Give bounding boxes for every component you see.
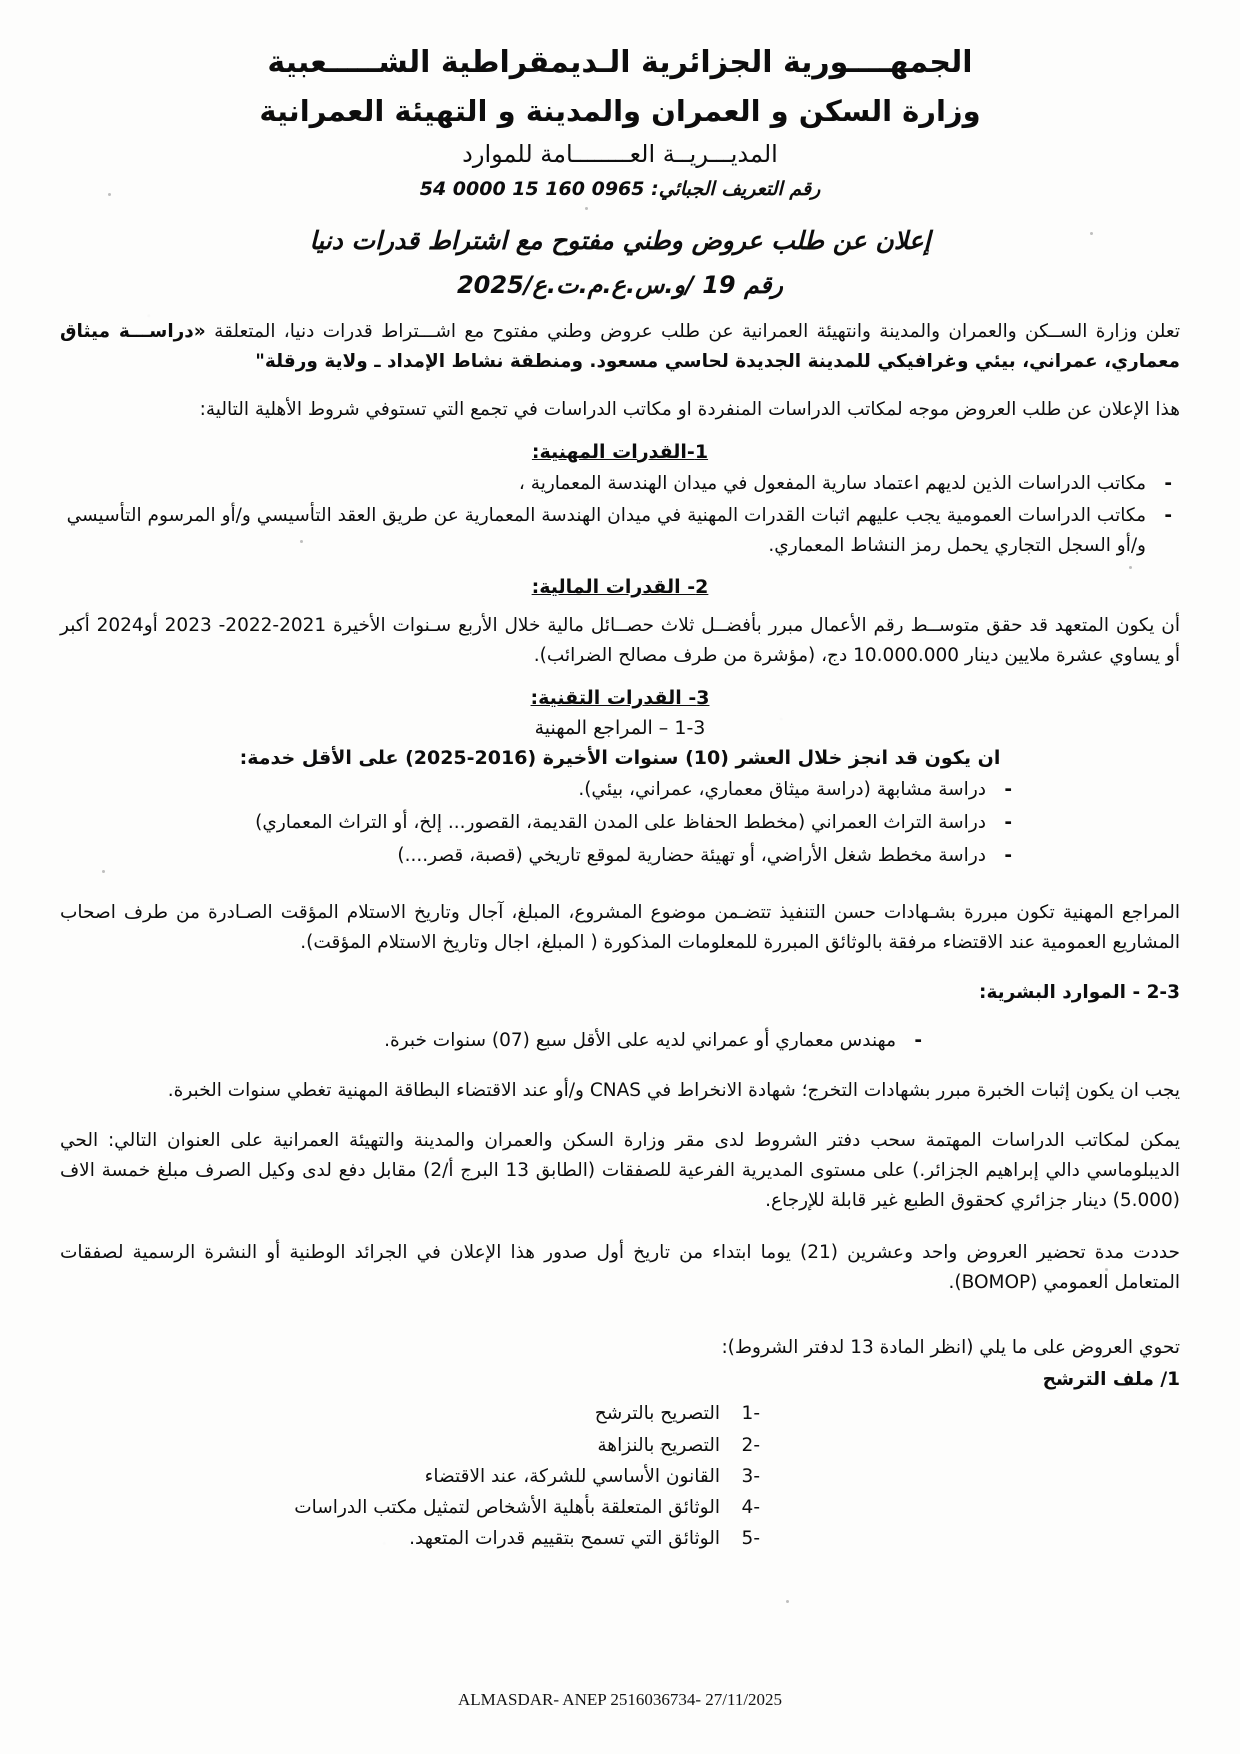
list-item-label: الوثائق المتعلقة بأهلية الأشخاص لتمثيل مكتب الدراسات (294, 1497, 720, 1519)
reference-study-list (60, 775, 1180, 870)
intro-paragraph-plain: تعلن وزارة الســكن والعمران والمدينة وانتهيئة العمرانية عن طلب عروض وطني مفتوح مع اشـــتراط قدرات دنيا، المتعلقة (205, 320, 1180, 342)
section-heading-professional: 1-القدرات المهنية: (531, 440, 709, 463)
candidacy-file-heading: 1/ ملف الترشح (1042, 1369, 1180, 1391)
list-item (60, 1493, 760, 1522)
announcement-number: رقم 19 /و.س.ع.م.ت.ع/2025 (456, 270, 784, 299)
human-resources-list (60, 1026, 1180, 1056)
list-item-index: 5- (741, 1528, 760, 1550)
experience-proof-note: يجب ان يكون إثبات الخبرة مبرر بشهادات التخرج؛ شهادة الانخراط في CNAS و/أو عند الاقتضاء البطاقة المهنية تغطي سنوات الخبرة. (167, 1079, 1180, 1101)
list-item: - مهندس معماري أو عمراني لديه على الأقل سبع (07) سنوات خبرة. (60, 1026, 930, 1056)
page-footer: ALMASDAR- ANEP 2516036734- 27/11/2025 (457, 1690, 783, 1709)
candidacy-file-items (60, 1399, 1180, 1553)
subsection-heading-human-resources: 2-3 - الموارد البشرية: (979, 982, 1180, 1004)
intro-paragraph (60, 317, 1180, 377)
announcement-title: إعلان عن طلب عروض وطني مفتوح مع اشتراط قدرات دنيا (309, 225, 931, 255)
list-item-label: الوثائق التي تسمح بتقييم قدرات المتعهد. (409, 1528, 720, 1550)
offer-contents-lead: تحوي العروض على ما يلي (انظر المادة 13 لدفتر الشروط): (721, 1337, 1180, 1359)
list-item-index: 1- (741, 1403, 760, 1425)
list-item-label: القانون الأساسي للشركة، عند الاقتضاء (424, 1465, 720, 1487)
list-item (60, 1431, 760, 1460)
ministry-heading: وزارة السكن و العمران والمدينة و التهيئة العمرانية (259, 93, 981, 128)
list-item: - مكاتب الدراسات العمومية يجب عليهم اثبات القدرات المهنية في ميدان الهندسة المعمارية عن طريق العقد التأسيسي و/أو المرسوم التأسيسي و/أو السجل التجاري يحمل رمز النشاط المعماري. (60, 501, 1180, 560)
professional-capacity-list (60, 469, 1180, 561)
list-item-index: 2- (741, 1434, 760, 1456)
list-item-index: 3- (741, 1465, 760, 1487)
section-heading-financial: 2- القدرات المالية: (531, 576, 709, 599)
references-lead-text: ان يكون قد انجز خلال العشر (10) سنوات الأخيرة (2016-2025) على الأقل خدمة: (239, 747, 1001, 770)
list-item (60, 1399, 760, 1428)
list-item: - دراسة مشابهة (دراسة ميثاق معماري، عمراني، بيئي). (60, 775, 1020, 805)
list-item: - مكاتب الدراسات الذين لديهم اعتماد سارية المفعول في ميدان الهندسة المعمارية ، (60, 469, 1180, 499)
financial-capacity-body: أن يكون المتعهد قد حقق متوســط رقم الأعمال مبرر بأفضــل ثلاث حصــائل مالية خلال الأربع سـنوات الأخيرة 2021-2022- 2023 أو2024 أكبر أو يساوي عشرة ملايين دينار 10.000.000 دج، (مؤشرة من طرف مصالح الضرائب). (60, 615, 1180, 667)
list-item (60, 1462, 760, 1491)
references-note: المراجع المهنية تكون مبررة بشـهادات حسن التنفيذ تتضـمن موضوع المشروع، المبلغ، آجال وتاريخ الاستلام المؤقت الصـادرة من طرف اصحاب المشاريع العمومية عند الاقتضاء مرفقة بالوثائق المبررة للمعلومات المذكورة ( المبلغ، اجال وتاريخ الاستلام المؤقت). (60, 902, 1180, 954)
tax-id-label: رقم التعريف الجبائي: (651, 177, 821, 200)
list-item-label: التصريح بالنزاهة (597, 1434, 720, 1456)
scope-paragraph: هذا الإعلان عن طلب العروض موجه لمكاتب الدراسات المنفردة او مكاتب الدراسات في تجمع التي تستوفي شروط الأهلية التالية: (199, 398, 1180, 420)
directorate-heading: المديـــريــة العــــــــامة للموارد (462, 139, 778, 168)
specifications-withdrawal-paragraph: يمكن لمكاتب الدراسات المهتمة سحب دفتر الشروط لدى مقر وزارة السكن والعمران والمدينة والتهيئة العمرانية على العنوان التالي: الحي الديبلوماسي دالي إبراهيم الجزائر.) على مستوى المديرية الفرعية للصفقات (الطابق 13 البرج أ/2) مقابل دفع لدى وكيل الصرف مبلغ خمسة الاف (5.000) دينار جزائري كحقوق الطبع غير قابلة للإرجاع. (60, 1129, 1180, 1211)
list-item-index: 4- (741, 1497, 760, 1519)
list-item-label: التصريح بالترشح (594, 1403, 720, 1425)
tax-id-line (60, 178, 1180, 200)
list-item: - دراسة التراث العمراني (مخطط الحفاظ على المدن القديمة، القصور... إلخ، أو التراث المعماري) (60, 808, 1020, 838)
section-heading-technical: 3- القدرات التقنية: (530, 687, 710, 710)
republic-heading: الجمهــــورية الجزائرية الـديمقراطية الشـــــعبية (267, 45, 973, 80)
intro-paragraph-subject: «دراســـة ميثاق معماري، عمراني، بيئي وغرافيكي للمدينة الجديدة لحاسي مسعود. ومنطقة نشاط الإمداد ـ ولاية ورقلة" (60, 320, 1180, 372)
offer-deadline-paragraph: حددت مدة تحضير العروض واحد وعشرين (21) يوما ابتداء من تاريخ أول صدور هذا الإعلان في الجرائد الوطنية أو النشرة الرسمية لصفقات المتعامل العمومي (BOMOP). (60, 1241, 1180, 1293)
tax-id-number: 54 0000 15 160 0965 (419, 177, 645, 200)
subsection-heading-references: 1-3 – المراجع المهنية (534, 717, 706, 740)
list-item (60, 1524, 760, 1553)
scan-speck (786, 1600, 789, 1603)
list-item: - دراسة مخطط شغل الأراضي، أو تهيئة حضارية لموقع تاريخي (قصبة، قصر....) (60, 841, 1020, 871)
